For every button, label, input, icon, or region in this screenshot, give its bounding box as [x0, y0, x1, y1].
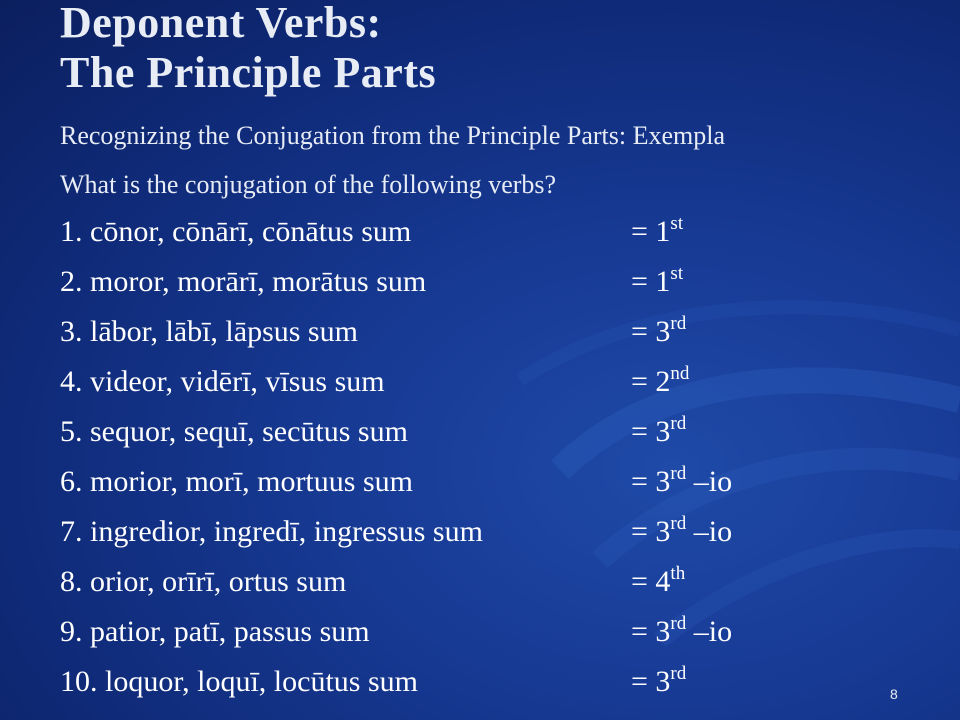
conjugation-answer: = 2nd	[631, 363, 690, 398]
verb-principal-parts: 5. sequor, sequī, secūtus sum	[60, 415, 408, 448]
list-item	[60, 364, 820, 414]
verb-principal-parts: 4. videor, vidērī, vīsus sum	[60, 365, 385, 398]
list-item	[60, 464, 820, 514]
list-item	[60, 514, 820, 564]
conjugation-answer: = 3rd –io	[631, 613, 733, 648]
conjugation-answer: = 4th	[631, 563, 686, 598]
verb-principal-parts: 2. moror, morārī, morātus sum	[60, 265, 427, 298]
list-item	[60, 414, 820, 464]
exercise-question: What is the conjugation of the following verbs?	[60, 170, 557, 199]
verb-principal-parts: 7. ingredior, ingredī, ingressus sum	[60, 515, 483, 548]
conjugation-answer: = 3rd –io	[631, 513, 733, 548]
title-line-1: Deponent Verbs:	[60, 0, 382, 47]
verb-principal-parts: 9. patior, patī, passus sum	[60, 615, 370, 648]
list-item	[60, 614, 820, 664]
list-item	[60, 664, 820, 714]
verb-principal-parts: 6. morior, morī, mortuus sum	[60, 465, 413, 498]
slide-title	[60, 0, 436, 98]
conjugation-answer: = 1st	[631, 213, 684, 248]
list-item	[60, 214, 820, 264]
conjugation-answer: = 3rd	[631, 313, 687, 348]
list-item	[60, 264, 820, 314]
verb-principal-parts: 3. lābor, lābī, lāpsus sum	[60, 315, 358, 348]
verb-principal-parts: 10. loquor, loquī, locūtus sum	[60, 665, 418, 698]
conjugation-answer: = 3rd	[631, 413, 687, 448]
conjugation-answer: = 1st	[631, 263, 684, 298]
list-item	[60, 314, 820, 364]
conjugation-answer: = 3rd –io	[631, 463, 733, 498]
verb-principal-parts: 1. cōnor, cōnārī, cōnātus sum	[60, 215, 412, 248]
conjugation-answer: = 3rd	[631, 663, 687, 698]
slide-subtitle: Recognizing the Conjugation from the Principle Parts: Exempla	[60, 121, 726, 150]
list-item	[60, 564, 820, 614]
verb-list	[60, 214, 820, 714]
slide-number: 8	[890, 686, 898, 702]
verb-principal-parts: 8. orior, orīrī, ortus sum	[60, 565, 347, 598]
title-line-2: The Principle Parts	[60, 48, 437, 97]
